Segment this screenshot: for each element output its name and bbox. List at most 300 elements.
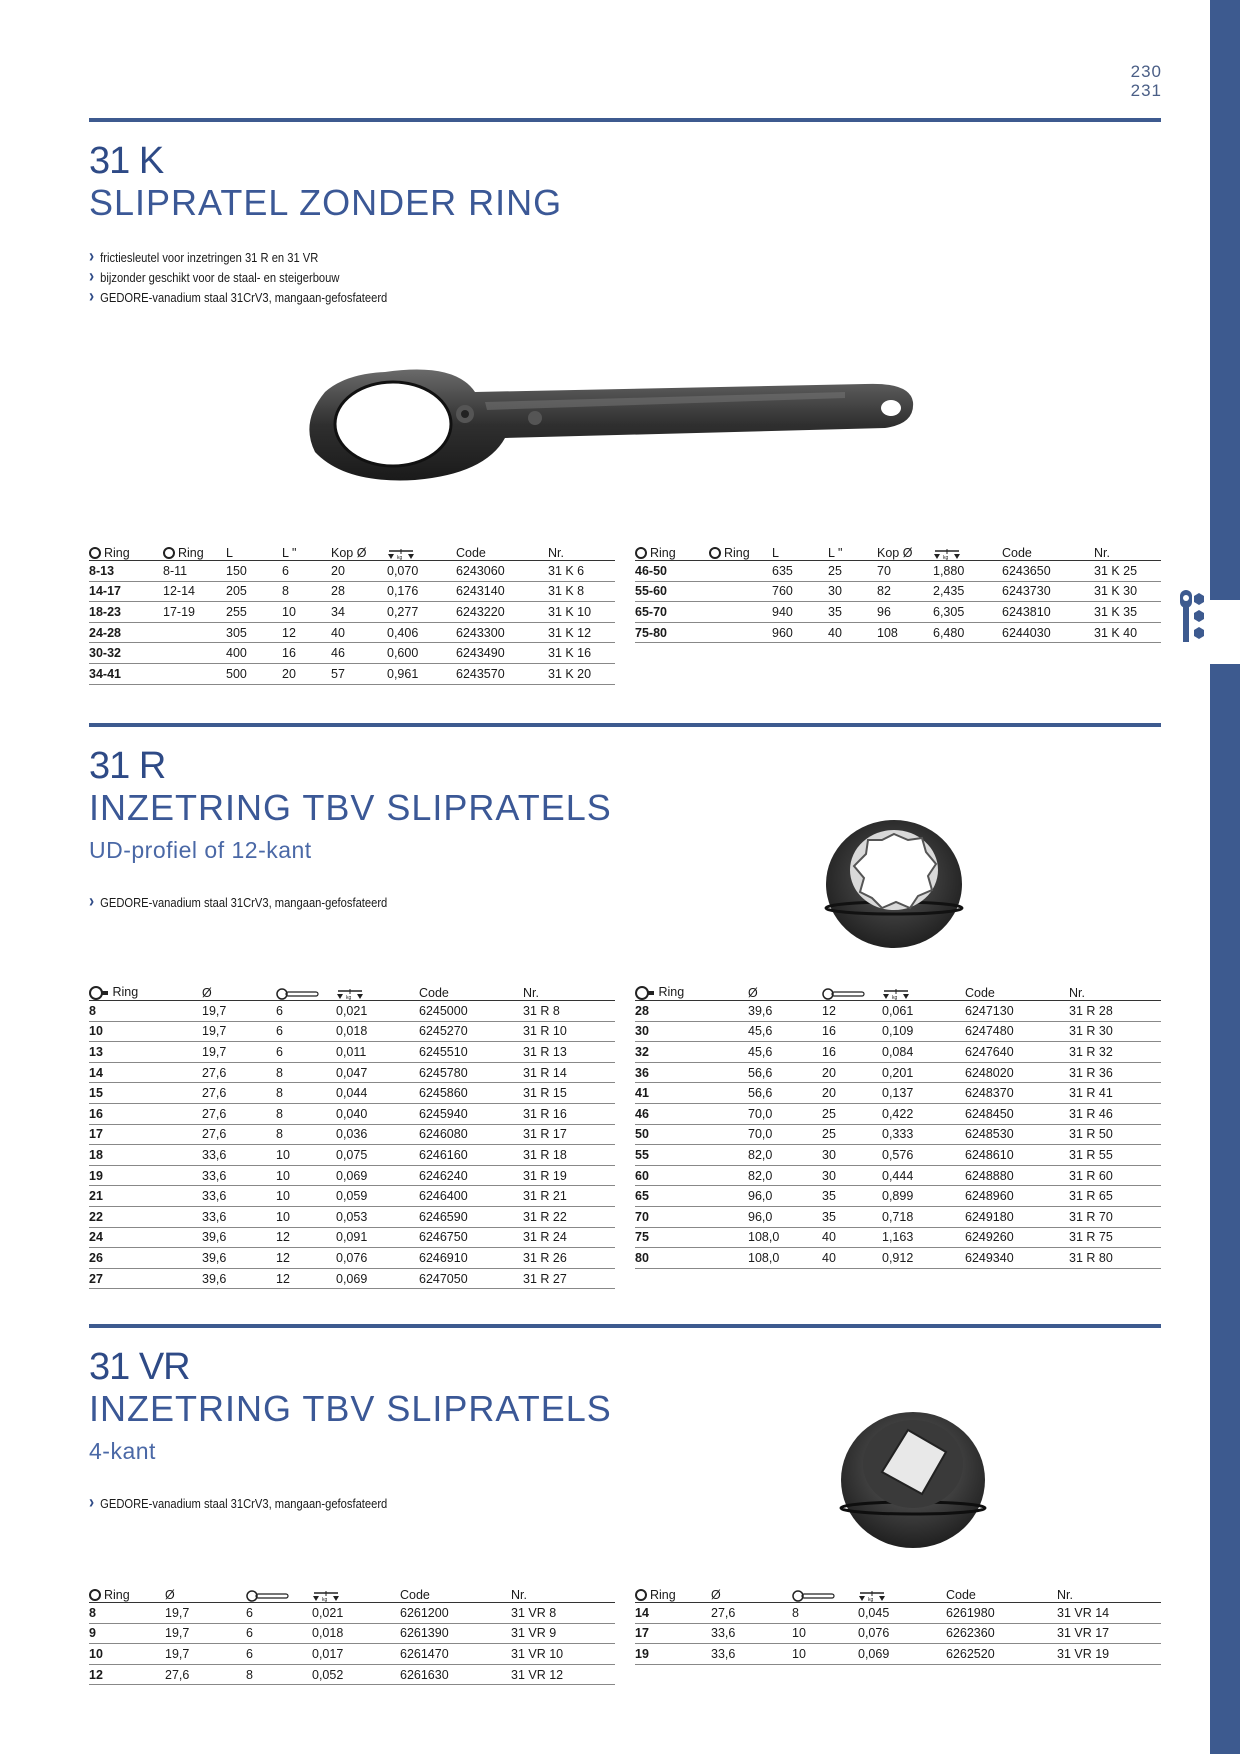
cell-length: 305: [226, 622, 282, 643]
cell-nr: 31 K 40: [1094, 622, 1161, 643]
cell-wrench-size: 8: [276, 1103, 336, 1124]
cell-ring: 36: [635, 1062, 748, 1083]
cell-nr: 31 K 30: [1094, 581, 1161, 602]
cell-code: 6243490: [456, 643, 548, 664]
cell-wrench-size: 40: [822, 1227, 882, 1248]
cell-code: 6261390: [400, 1623, 511, 1644]
col-weight: [858, 1582, 946, 1603]
cell-diameter: 45,6: [748, 1021, 822, 1042]
cell-ring: 30: [635, 1021, 748, 1042]
cell-diameter: 70,0: [748, 1124, 822, 1145]
cell-ring-2: [709, 561, 772, 582]
cell-ring: 55-60: [635, 581, 709, 602]
table-row: [89, 561, 615, 582]
cell-diameter: 33,6: [202, 1145, 276, 1166]
cell-nr: 31 R 55: [1069, 1145, 1161, 1166]
cell-wrench-size: 6: [276, 1001, 336, 1022]
cell-weight: 0,201: [882, 1062, 965, 1083]
cell-diameter: 56,6: [748, 1083, 822, 1104]
cell-nr: 31 R 28: [1069, 1001, 1161, 1022]
cell-nr: 31 R 32: [1069, 1042, 1161, 1063]
cell-code: 6246240: [419, 1165, 523, 1186]
cell-diameter: 27,6: [202, 1103, 276, 1124]
section-divider: [89, 1324, 1161, 1328]
col-diameter: Ø: [202, 980, 276, 1001]
cell-weight: 1,880: [933, 561, 1002, 582]
cell-head-diameter: 96: [877, 602, 933, 623]
col-weight: [336, 980, 419, 1001]
col-code: Code: [400, 1582, 511, 1603]
table-row: [89, 1623, 615, 1644]
cell-weight: 0,084: [882, 1042, 965, 1063]
cell-weight: 0,718: [882, 1206, 965, 1227]
cell-ring: 26: [89, 1248, 202, 1269]
table-row: [89, 1664, 615, 1685]
cell-nr: 31 R 22: [523, 1206, 615, 1227]
col-wrench-size: [792, 1582, 858, 1603]
cell-ring: 24-28: [89, 622, 163, 643]
col-code: Code: [456, 540, 548, 561]
cell-nr: 31 R 50: [1069, 1124, 1161, 1145]
cell-length: 635: [772, 561, 828, 582]
cell-head-diameter: 34: [331, 602, 387, 623]
svg-text:kg: kg: [943, 554, 949, 560]
table-row: [89, 1248, 615, 1269]
cell-weight: 0,600: [387, 643, 456, 664]
cell-ring: 75: [635, 1227, 748, 1248]
cell-weight: 0,053: [336, 1206, 419, 1227]
cell-head-diameter: 108: [877, 622, 933, 643]
cell-nr: 31 VR 19: [1057, 1644, 1161, 1665]
cell-length-inch: 30: [828, 581, 877, 602]
cell-ring: 13: [89, 1042, 202, 1063]
ring-drive-icon: [635, 986, 655, 1000]
scale-kg-icon: [336, 988, 364, 1000]
cell-weight: 0,961: [387, 663, 456, 684]
table-row: [89, 1644, 615, 1665]
cell-wrench-size: 12: [822, 1001, 882, 1022]
cell-wrench-size: 8: [276, 1083, 336, 1104]
cell-length-inch: 10: [282, 602, 331, 623]
cell-weight: 6,480: [933, 622, 1002, 643]
feature-item: › GEDORE-vanadium staal 31CrV3, mangaan-gefosfateerd: [89, 1494, 387, 1514]
cell-code: 6249180: [965, 1206, 1069, 1227]
table-row: [635, 1001, 1161, 1022]
table-row: [89, 663, 615, 684]
cell-wrench-size: 6: [246, 1644, 312, 1665]
table-row: [635, 581, 1161, 602]
cell-diameter: 45,6: [748, 1042, 822, 1063]
cell-code: 6261630: [400, 1664, 511, 1685]
cell-nr: 31 VR 8: [511, 1603, 615, 1624]
cell-weight: 0,021: [336, 1001, 419, 1022]
table-row: [635, 1644, 1161, 1665]
cell-wrench-size: 6: [276, 1042, 336, 1063]
cell-weight: 0,076: [858, 1623, 946, 1644]
cell-weight: 0,912: [882, 1248, 965, 1269]
cell-ring: 41: [635, 1083, 748, 1104]
cell-diameter: 19,7: [165, 1603, 246, 1624]
cell-code: 6246590: [419, 1206, 523, 1227]
cell-nr: 31 R 15: [523, 1083, 615, 1104]
table-row: [89, 1186, 615, 1207]
cell-code: 6243650: [1002, 561, 1094, 582]
cell-length: 205: [226, 581, 282, 602]
cell-nr: 31 VR 10: [511, 1644, 615, 1665]
table-row: [635, 1623, 1161, 1644]
table-31r-left: [89, 980, 615, 1289]
cell-code: 6248880: [965, 1165, 1069, 1186]
section-title: SLIPRATEL ZONDER RING: [89, 182, 563, 223]
cell-length: 940: [772, 602, 828, 623]
section-code: 31 R: [89, 745, 166, 787]
cell-code: 6247480: [965, 1021, 1069, 1042]
cell-weight: 0,176: [387, 581, 456, 602]
cell-wrench-size: 6: [246, 1603, 312, 1624]
col-ring: Ring: [89, 1582, 165, 1603]
cell-weight: 0,091: [336, 1227, 419, 1248]
scale-kg-icon: [882, 988, 910, 1000]
table-row: [89, 1083, 615, 1104]
cell-wrench-size: 8: [276, 1124, 336, 1145]
col-length-inch: L ": [282, 540, 331, 561]
cell-head-diameter: 70: [877, 561, 933, 582]
cell-code: 6243730: [1002, 581, 1094, 602]
cell-length: 255: [226, 602, 282, 623]
cell-weight: 0,021: [312, 1603, 400, 1624]
cell-diameter: 33,6: [202, 1206, 276, 1227]
cell-head-diameter: 82: [877, 581, 933, 602]
table-row: [89, 1268, 615, 1289]
cell-ring: 10: [89, 1644, 165, 1665]
cell-weight: 0,137: [882, 1083, 965, 1104]
cell-code: 6245940: [419, 1103, 523, 1124]
cell-weight: 0,036: [336, 1124, 419, 1145]
svg-text:kg: kg: [868, 1596, 874, 1602]
ring-icon: [709, 547, 721, 559]
cell-ring: 16: [89, 1103, 202, 1124]
cell-nr: 31 R 10: [523, 1021, 615, 1042]
table-31r-right: [635, 980, 1161, 1269]
table-row: [635, 602, 1161, 623]
svg-text:kg: kg: [346, 994, 352, 1000]
col-diameter: Ø: [165, 1582, 246, 1603]
section-code: 31 VR: [89, 1346, 190, 1388]
ratchet-wrench-image: [305, 362, 917, 484]
cell-ring: 46: [635, 1103, 748, 1124]
wrench-icon: [276, 988, 320, 1000]
table-row: [635, 1248, 1161, 1269]
cell-weight: 0,333: [882, 1124, 965, 1145]
cell-ring-2: [709, 602, 772, 623]
cell-diameter: 39,6: [202, 1268, 276, 1289]
cell-nr: 31 R 21: [523, 1186, 615, 1207]
cell-code: 6243060: [456, 561, 548, 582]
cell-diameter: 39,6: [748, 1001, 822, 1022]
table-row: [635, 1603, 1161, 1624]
cell-code: 6245000: [419, 1001, 523, 1022]
cell-code: 6248020: [965, 1062, 1069, 1083]
cell-nr: 31 VR 12: [511, 1664, 615, 1685]
ring-drive-icon: [89, 986, 109, 1000]
cell-ring: 10: [89, 1021, 202, 1042]
col-code: Code: [946, 1582, 1057, 1603]
cell-wrench-size: 35: [822, 1206, 882, 1227]
cell-weight: 0,052: [312, 1664, 400, 1685]
cell-ring: 8: [89, 1603, 165, 1624]
cell-weight: 0,018: [336, 1021, 419, 1042]
cell-wrench-size: 25: [822, 1124, 882, 1145]
table-row: [635, 1021, 1161, 1042]
cell-length-inch: 20: [282, 663, 331, 684]
scale-kg-icon: [387, 548, 415, 560]
cell-diameter: 82,0: [748, 1145, 822, 1166]
cell-ring: 34-41: [89, 663, 163, 684]
cell-ring: 18-23: [89, 602, 163, 623]
cell-code: 6248960: [965, 1186, 1069, 1207]
cell-code: 6245860: [419, 1083, 523, 1104]
cell-length-inch: 40: [828, 622, 877, 643]
insert-ring-12-point-image: [822, 808, 966, 952]
col-diameter: Ø: [711, 1582, 792, 1603]
table-row: [89, 1603, 615, 1624]
cell-nr: 31 VR 9: [511, 1623, 615, 1644]
col-ring: Ring: [635, 1582, 711, 1603]
cell-head-diameter: 28: [331, 581, 387, 602]
table-31k-right: [635, 540, 1161, 643]
cell-code: 6262360: [946, 1623, 1057, 1644]
ring-icon: [635, 1589, 647, 1601]
cell-length-inch: 6: [282, 561, 331, 582]
cell-wrench-size: 16: [822, 1021, 882, 1042]
cell-wrench-size: 6: [246, 1623, 312, 1644]
table-header-row: [89, 540, 615, 561]
table-row: [89, 1021, 615, 1042]
cell-code: 6245510: [419, 1042, 523, 1063]
cell-nr: 31 K 8: [548, 581, 615, 602]
ring-icon: [163, 547, 175, 559]
cell-weight: 0,059: [336, 1186, 419, 1207]
wrench-icon: [822, 988, 866, 1000]
cell-weight: 0,018: [312, 1623, 400, 1644]
cell-head-diameter: 40: [331, 622, 387, 643]
scale-kg-icon: [858, 1590, 886, 1602]
page-number-left: 230: [1130, 62, 1162, 81]
cell-ring-2: [163, 622, 226, 643]
table-row: [89, 602, 615, 623]
cell-ring: 30-32: [89, 643, 163, 664]
cell-length: 400: [226, 643, 282, 664]
section-31r-header: [89, 745, 1161, 865]
table-row: [635, 561, 1161, 582]
cell-ring: 80: [635, 1248, 748, 1269]
cell-ring: 8: [89, 1001, 202, 1022]
cell-ring: 75-80: [635, 622, 709, 643]
cell-wrench-size: 10: [276, 1206, 336, 1227]
cell-code: 6261200: [400, 1603, 511, 1624]
cell-nr: 31 K 20: [548, 663, 615, 684]
section-31vr-header: [89, 1346, 1161, 1466]
page-numbers: [1131, 62, 1162, 100]
table-row: [89, 1227, 615, 1248]
cell-ring: 15: [89, 1083, 202, 1104]
cell-weight: 1,163: [882, 1227, 965, 1248]
cell-weight: 0,069: [858, 1644, 946, 1665]
cell-wrench-size: 10: [276, 1165, 336, 1186]
section-divider: [89, 118, 1161, 122]
cell-ring-2: [709, 581, 772, 602]
cell-ring: 19: [635, 1644, 711, 1665]
cell-ring-2: [709, 622, 772, 643]
cell-ring-2: [163, 643, 226, 664]
col-wrench-size: [246, 1582, 312, 1603]
cell-weight: 0,422: [882, 1103, 965, 1124]
cell-code: 6246160: [419, 1145, 523, 1166]
cell-code: 6247050: [419, 1268, 523, 1289]
cell-weight: 0,899: [882, 1186, 965, 1207]
section-subtitle: 4-kant: [89, 1438, 156, 1464]
cell-length-inch: 35: [828, 602, 877, 623]
cell-nr: 31 R 46: [1069, 1103, 1161, 1124]
col-ring: Ring: [635, 980, 748, 1001]
cell-ring: 18: [89, 1145, 202, 1166]
cell-code: 6247640: [965, 1042, 1069, 1063]
table-row: [635, 1145, 1161, 1166]
cell-ring: 65: [635, 1186, 748, 1207]
svg-text:kg: kg: [322, 1596, 328, 1602]
cell-weight: 0,017: [312, 1644, 400, 1665]
col-ring: Ring: [89, 540, 163, 561]
cell-nr: 31 R 60: [1069, 1165, 1161, 1186]
cell-wrench-size: 12: [276, 1268, 336, 1289]
cell-ring: 14-17: [89, 581, 163, 602]
col-ring-2: Ring: [709, 540, 772, 561]
cell-nr: 31 R 36: [1069, 1062, 1161, 1083]
section-title: INZETRING TBV SLIPRATELS: [89, 1388, 612, 1429]
cell-length-inch: 8: [282, 581, 331, 602]
cell-nr: 31 VR 14: [1057, 1603, 1161, 1624]
cell-ring: 22: [89, 1206, 202, 1227]
section-title: INZETRING TBV SLIPRATELS: [89, 787, 612, 828]
feature-item: › GEDORE-vanadium staal 31CrV3, mangaan-gefosfateerd: [89, 893, 387, 913]
cell-wrench-size: 30: [822, 1165, 882, 1186]
cell-ring: 32: [635, 1042, 748, 1063]
table-row: [89, 643, 615, 664]
cell-ring: 19: [89, 1165, 202, 1186]
cell-nr: 31 R 75: [1069, 1227, 1161, 1248]
cell-code: 6246910: [419, 1248, 523, 1269]
cell-length: 760: [772, 581, 828, 602]
cell-nr: 31 R 27: [523, 1268, 615, 1289]
cell-wrench-size: 10: [792, 1644, 858, 1665]
cell-ring: 60: [635, 1165, 748, 1186]
cell-nr: 31 R 16: [523, 1103, 615, 1124]
ring-icon: [635, 547, 647, 559]
cell-diameter: 82,0: [748, 1165, 822, 1186]
cell-ring: 46-50: [635, 561, 709, 582]
col-nr: Nr.: [523, 980, 615, 1001]
table-header-row: [89, 980, 615, 1001]
cell-weight: 0,011: [336, 1042, 419, 1063]
cell-weight: 0,044: [336, 1083, 419, 1104]
cell-diameter: 108,0: [748, 1248, 822, 1269]
cell-weight: 6,305: [933, 602, 1002, 623]
cell-nr: 31 R 70: [1069, 1206, 1161, 1227]
table-row: [635, 1124, 1161, 1145]
table-row: [89, 1103, 615, 1124]
cell-length: 960: [772, 622, 828, 643]
cell-code: 6245270: [419, 1021, 523, 1042]
table-row: [89, 622, 615, 643]
cell-code: 6243140: [456, 581, 548, 602]
svg-text:kg: kg: [397, 554, 403, 560]
cell-code: 6243300: [456, 622, 548, 643]
feature-list: [89, 1494, 436, 1514]
cell-diameter: 19,7: [202, 1021, 276, 1042]
cell-code: 6248530: [965, 1124, 1069, 1145]
cell-length-inch: 12: [282, 622, 331, 643]
col-ring-2: Ring: [163, 540, 226, 561]
col-nr: Nr.: [1057, 1582, 1161, 1603]
col-weight: [882, 980, 965, 1001]
col-wrench-size: [276, 980, 336, 1001]
cell-diameter: 39,6: [202, 1248, 276, 1269]
cell-diameter: 19,7: [202, 1042, 276, 1063]
svg-text:kg: kg: [892, 994, 898, 1000]
cell-weight: 0,047: [336, 1062, 419, 1083]
table-31k-left: [89, 540, 615, 685]
col-nr: Nr.: [1094, 540, 1161, 561]
cell-wrench-size: 20: [822, 1062, 882, 1083]
cell-code: 6246080: [419, 1124, 523, 1145]
cell-diameter: 33,6: [711, 1623, 792, 1644]
col-ring: Ring: [635, 540, 709, 561]
cell-ring: 17: [635, 1623, 711, 1644]
cell-nr: 31 K 6: [548, 561, 615, 582]
cell-head-diameter: 57: [331, 663, 387, 684]
socket-tool-icon: [1178, 588, 1206, 648]
cell-diameter: 27,6: [202, 1083, 276, 1104]
col-head-diameter: Kop Ø: [877, 540, 933, 561]
cell-wrench-size: 6: [276, 1021, 336, 1042]
cell-ring: 24: [89, 1227, 202, 1248]
cell-length: 150: [226, 561, 282, 582]
cell-wrench-size: 10: [276, 1186, 336, 1207]
cell-code: 6248610: [965, 1145, 1069, 1166]
table-row: [89, 581, 615, 602]
cell-nr: 31 K 16: [548, 643, 615, 664]
cell-wrench-size: 12: [276, 1248, 336, 1269]
cell-weight: 0,109: [882, 1021, 965, 1042]
feature-list: [89, 893, 436, 913]
cell-length-inch: 25: [828, 561, 877, 582]
cell-nr: 31 R 19: [523, 1165, 615, 1186]
cell-ring: 14: [635, 1603, 711, 1624]
cell-ring: 17: [89, 1124, 202, 1145]
cell-ring-2: 8-11: [163, 561, 226, 582]
table-row: [89, 1145, 615, 1166]
cell-wrench-size: 35: [822, 1186, 882, 1207]
col-length: L: [772, 540, 828, 561]
cell-wrench-size: 8: [276, 1062, 336, 1083]
cell-diameter: 96,0: [748, 1206, 822, 1227]
col-code: Code: [419, 980, 523, 1001]
col-wrench-size: [822, 980, 882, 1001]
col-code: Code: [1002, 540, 1094, 561]
cell-diameter: 96,0: [748, 1186, 822, 1207]
cell-diameter: 27,6: [165, 1664, 246, 1685]
cell-ring-2: [163, 663, 226, 684]
